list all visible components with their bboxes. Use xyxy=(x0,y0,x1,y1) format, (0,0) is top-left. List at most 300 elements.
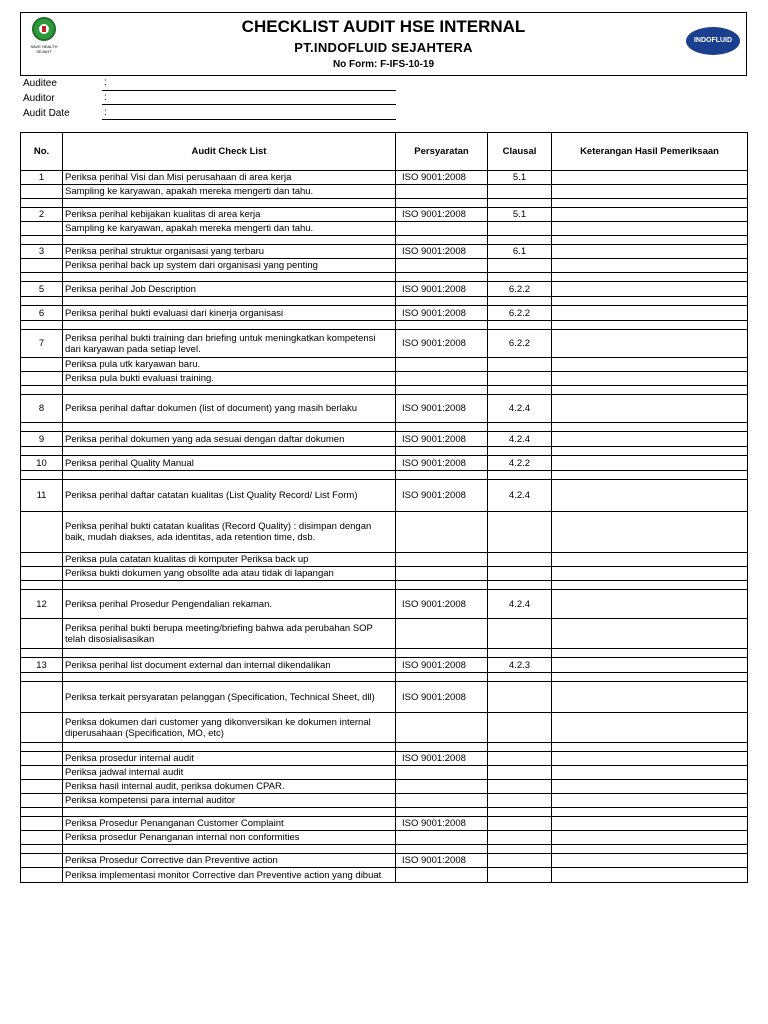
spacer-cell xyxy=(63,297,396,306)
row-number: 9 xyxy=(21,432,63,447)
spacer-cell xyxy=(488,673,552,682)
row-checklist-item: Periksa Prosedur Penanganan Customer Complaint xyxy=(63,817,396,831)
row-keterangan-cell[interactable] xyxy=(552,171,748,185)
row-keterangan-cell[interactable] xyxy=(552,259,748,273)
table-spacer-row xyxy=(21,236,748,245)
spacer-cell xyxy=(63,845,396,854)
row-clausal: 4.2.3 xyxy=(488,658,552,673)
row-keterangan-cell[interactable] xyxy=(552,567,748,581)
spacer-cell xyxy=(396,808,488,817)
row-number xyxy=(21,868,63,883)
col-header-no: No. xyxy=(21,133,63,171)
spacer-cell xyxy=(488,423,552,432)
row-checklist-item: Periksa perihal list document external dan internal dikendalikan xyxy=(63,658,396,673)
row-persyaratan: ISO 9001:2008 xyxy=(396,456,488,471)
audit-date-field[interactable] xyxy=(102,119,396,120)
row-clausal xyxy=(488,780,552,794)
row-persyaratan: ISO 9001:2008 xyxy=(396,590,488,619)
table-spacer-row xyxy=(21,423,748,432)
table-row xyxy=(21,567,748,581)
row-persyaratan: ISO 9001:2008 xyxy=(396,432,488,447)
spacer-cell xyxy=(21,297,63,306)
audit-meta xyxy=(20,76,747,132)
row-number: 13 xyxy=(21,658,63,673)
row-persyaratan xyxy=(396,512,488,553)
row-persyaratan xyxy=(396,358,488,372)
table-row xyxy=(21,766,748,780)
row-number: 7 xyxy=(21,330,63,358)
table-spacer-row xyxy=(21,581,748,590)
row-persyaratan: ISO 9001:2008 xyxy=(396,658,488,673)
row-keterangan-cell[interactable] xyxy=(552,358,748,372)
table-row xyxy=(21,831,748,845)
table-row xyxy=(21,330,748,358)
spacer-cell xyxy=(63,649,396,658)
spacer-cell xyxy=(552,845,748,854)
row-number: 6 xyxy=(21,306,63,321)
row-number: 2 xyxy=(21,208,63,222)
spacer-cell xyxy=(552,321,748,330)
col-header-clausal: Clausal xyxy=(488,133,552,171)
spacer-cell xyxy=(63,743,396,752)
row-checklist-item: Periksa perihal daftar catatan kualitas (List Quality Record/ List Form) xyxy=(63,480,396,512)
spacer-cell xyxy=(488,321,552,330)
row-keterangan-cell[interactable] xyxy=(552,682,748,713)
row-persyaratan: ISO 9001:2008 xyxy=(396,282,488,297)
spacer-cell xyxy=(396,673,488,682)
spacer-cell xyxy=(63,321,396,330)
spacer-cell xyxy=(396,845,488,854)
row-checklist-item: Periksa perihal bukti evaluasi dari kinerja organisasi xyxy=(63,306,396,321)
table-row xyxy=(21,619,748,649)
table-row xyxy=(21,752,748,766)
table-row xyxy=(21,682,748,713)
row-keterangan-cell[interactable] xyxy=(552,395,748,423)
row-keterangan-cell[interactable] xyxy=(552,245,748,259)
row-persyaratan: ISO 9001:2008 xyxy=(396,854,488,868)
spacer-cell xyxy=(488,199,552,208)
row-number xyxy=(21,619,63,649)
spacer-cell xyxy=(63,808,396,817)
row-checklist-item: Periksa hasil internal audit, periksa dokumen CPAR. xyxy=(63,780,396,794)
row-keterangan-cell[interactable] xyxy=(552,713,748,743)
auditor-colon: : xyxy=(104,92,107,103)
row-number: 12 xyxy=(21,590,63,619)
spacer-cell xyxy=(488,808,552,817)
row-number xyxy=(21,358,63,372)
row-keterangan-cell[interactable] xyxy=(552,553,748,567)
table-row xyxy=(21,713,748,743)
row-keterangan-cell[interactable] xyxy=(552,854,748,868)
row-keterangan-cell[interactable] xyxy=(552,456,748,471)
row-number xyxy=(21,766,63,780)
row-clausal: 5.1 xyxy=(488,208,552,222)
spacer-cell xyxy=(63,581,396,590)
row-number xyxy=(21,553,63,567)
spacer-cell xyxy=(63,386,396,395)
row-keterangan-cell[interactable] xyxy=(552,766,748,780)
spacer-cell xyxy=(488,845,552,854)
spacer-cell xyxy=(488,581,552,590)
table-spacer-row xyxy=(21,273,748,282)
table-row xyxy=(21,222,748,236)
row-clausal: 6.2.2 xyxy=(488,306,552,321)
spacer-cell xyxy=(552,297,748,306)
row-checklist-item: Periksa prosedur Penanganan internal non conformities xyxy=(63,831,396,845)
document-header xyxy=(20,12,747,75)
row-keterangan-cell[interactable] xyxy=(552,185,748,199)
row-checklist-item: Periksa Prosedur Corrective dan Preventive action xyxy=(63,854,396,868)
spacer-cell xyxy=(552,236,748,245)
logo-left-text: SAVE HEALTH SEJAHT xyxy=(30,44,58,54)
spacer-cell xyxy=(63,673,396,682)
table-spacer-row xyxy=(21,321,748,330)
spacer-cell xyxy=(552,199,748,208)
row-clausal xyxy=(488,831,552,845)
row-keterangan-cell[interactable] xyxy=(552,831,748,845)
row-persyaratan: ISO 9001:2008 xyxy=(396,245,488,259)
table-spacer-row xyxy=(21,386,748,395)
row-number: 11 xyxy=(21,480,63,512)
row-checklist-item: Periksa pula catatan kualitas di komputer Periksa back up xyxy=(63,553,396,567)
row-number xyxy=(21,259,63,273)
row-persyaratan xyxy=(396,868,488,883)
row-keterangan-cell[interactable] xyxy=(552,208,748,222)
row-checklist-item: Periksa perihal back up system dari organisasi yang penting xyxy=(63,259,396,273)
table-row xyxy=(21,456,748,471)
row-checklist-item: Periksa perihal bukti training dan briefing untuk meningkatkan kompetensi dari karyawan pada setiap level. xyxy=(63,330,396,358)
row-clausal xyxy=(488,185,552,199)
row-keterangan-cell[interactable] xyxy=(552,480,748,512)
spacer-cell xyxy=(63,236,396,245)
row-persyaratan: ISO 9001:2008 xyxy=(396,752,488,766)
row-keterangan-cell[interactable] xyxy=(552,780,748,794)
table-spacer-row xyxy=(21,447,748,456)
row-persyaratan: ISO 9001:2008 xyxy=(396,306,488,321)
auditee-label: Auditee xyxy=(23,78,57,89)
spacer-cell xyxy=(63,273,396,282)
row-number: 5 xyxy=(21,282,63,297)
row-keterangan-cell[interactable] xyxy=(552,794,748,808)
row-number xyxy=(21,512,63,553)
table-row xyxy=(21,358,748,372)
row-clausal: 4.2.4 xyxy=(488,480,552,512)
spacer-cell xyxy=(552,423,748,432)
spacer-cell xyxy=(21,743,63,752)
row-clausal: 4.2.4 xyxy=(488,395,552,423)
spacer-cell xyxy=(488,471,552,480)
table-row xyxy=(21,259,748,273)
spacer-cell xyxy=(396,743,488,752)
table-row xyxy=(21,372,748,386)
document-title: CHECKLIST AUDIT HSE INTERNAL xyxy=(241,17,526,36)
table-row xyxy=(21,208,748,222)
auditee-colon: : xyxy=(104,77,107,88)
row-clausal xyxy=(488,259,552,273)
checklist-sheet xyxy=(20,12,747,883)
spacer-cell xyxy=(552,447,748,456)
row-keterangan-cell[interactable] xyxy=(552,282,748,297)
row-number: 1 xyxy=(21,171,63,185)
row-number xyxy=(21,185,63,199)
indofluid-logo: INDOFLUID xyxy=(686,27,740,55)
spacer-cell xyxy=(488,273,552,282)
table-row xyxy=(21,171,748,185)
row-checklist-item: Periksa perihal Job Description xyxy=(63,282,396,297)
row-clausal xyxy=(488,619,552,649)
form-number: No Form: F-IFS-10-19 xyxy=(332,59,435,70)
row-clausal xyxy=(488,358,552,372)
spacer-cell xyxy=(21,321,63,330)
row-checklist-item: Periksa perihal bukti catatan kualitas (Record Quality) : disimpan dengan baik, mudah diakses, ada identitas, ada retention time, dsb. xyxy=(63,512,396,553)
table-row xyxy=(21,780,748,794)
spacer-cell xyxy=(21,471,63,480)
table-row xyxy=(21,868,748,883)
table-row xyxy=(21,658,748,673)
table-row xyxy=(21,854,748,868)
table-spacer-row xyxy=(21,471,748,480)
row-number xyxy=(21,817,63,831)
row-checklist-item: Periksa pula bukti evaluasi training. xyxy=(63,372,396,386)
spacer-cell xyxy=(396,297,488,306)
row-persyaratan xyxy=(396,185,488,199)
spacer-cell xyxy=(552,673,748,682)
row-number xyxy=(21,372,63,386)
table-row xyxy=(21,512,748,553)
spacer-cell xyxy=(552,581,748,590)
spacer-cell xyxy=(21,845,63,854)
table-spacer-row xyxy=(21,199,748,208)
row-number xyxy=(21,794,63,808)
row-clausal: 4.2.2 xyxy=(488,456,552,471)
spacer-cell xyxy=(21,273,63,282)
spacer-cell xyxy=(488,447,552,456)
spacer-cell xyxy=(488,386,552,395)
col-header-persyaratan: Persyaratan xyxy=(396,133,488,171)
table-body xyxy=(21,171,748,883)
table-row xyxy=(21,395,748,423)
row-clausal xyxy=(488,713,552,743)
row-keterangan-cell[interactable] xyxy=(552,222,748,236)
row-persyaratan xyxy=(396,567,488,581)
row-clausal xyxy=(488,682,552,713)
row-checklist-item: Periksa perihal struktur organisasi yang terbaru xyxy=(63,245,396,259)
spacer-cell xyxy=(396,423,488,432)
row-keterangan-cell[interactable] xyxy=(552,868,748,883)
row-keterangan-cell[interactable] xyxy=(552,619,748,649)
auditor-field[interactable] xyxy=(102,104,396,105)
table-spacer-row xyxy=(21,673,748,682)
row-keterangan-cell[interactable] xyxy=(552,590,748,619)
row-persyaratan: ISO 9001:2008 xyxy=(396,817,488,831)
spacer-cell xyxy=(21,808,63,817)
row-clausal: 6.2.2 xyxy=(488,282,552,297)
row-number xyxy=(21,222,63,236)
table-spacer-row xyxy=(21,649,748,658)
row-clausal xyxy=(488,752,552,766)
spacer-cell xyxy=(552,649,748,658)
spacer-cell xyxy=(63,447,396,456)
row-clausal xyxy=(488,854,552,868)
row-checklist-item: Periksa perihal kebijakan kualitas di area kerja xyxy=(63,208,396,222)
spacer-cell xyxy=(396,447,488,456)
row-checklist-item: Sampling ke karyawan, apakah mereka mengerti dan tahu. xyxy=(63,185,396,199)
spacer-cell xyxy=(21,236,63,245)
row-keterangan-cell[interactable] xyxy=(552,752,748,766)
row-number: 10 xyxy=(21,456,63,471)
row-persyaratan xyxy=(396,259,488,273)
row-clausal: 5.1 xyxy=(488,171,552,185)
row-clausal xyxy=(488,567,552,581)
spacer-cell xyxy=(21,386,63,395)
table-row xyxy=(21,245,748,259)
spacer-cell xyxy=(552,471,748,480)
table-spacer-row xyxy=(21,297,748,306)
spacer-cell xyxy=(552,386,748,395)
row-clausal xyxy=(488,512,552,553)
row-persyaratan: ISO 9001:2008 xyxy=(396,682,488,713)
row-checklist-item: Periksa perihal Prosedur Pengendalian rekaman. xyxy=(63,590,396,619)
row-clausal: 4.2.4 xyxy=(488,590,552,619)
row-persyaratan: ISO 9001:2008 xyxy=(396,208,488,222)
audit-checklist-table xyxy=(20,132,748,883)
table-row xyxy=(21,185,748,199)
row-checklist-item: Periksa implementasi monitor Corrective dan Preventive action yang dibuat xyxy=(63,868,396,883)
row-checklist-item: Periksa perihal daftar dokumen (list of document) yang masih berlaku xyxy=(63,395,396,423)
row-number xyxy=(21,780,63,794)
row-persyaratan xyxy=(396,713,488,743)
row-persyaratan xyxy=(396,553,488,567)
row-persyaratan xyxy=(396,831,488,845)
spacer-cell xyxy=(63,199,396,208)
row-keterangan-cell[interactable] xyxy=(552,512,748,553)
table-row xyxy=(21,480,748,512)
audit-date-colon: : xyxy=(104,107,107,118)
row-checklist-item: Periksa jadwal internal audit xyxy=(63,766,396,780)
spacer-cell xyxy=(21,581,63,590)
spacer-cell xyxy=(21,673,63,682)
row-clausal xyxy=(488,794,552,808)
table-row xyxy=(21,794,748,808)
row-number xyxy=(21,567,63,581)
row-persyaratan: ISO 9001:2008 xyxy=(396,171,488,185)
row-checklist-item: Periksa prosedur internal audit xyxy=(63,752,396,766)
row-clausal xyxy=(488,868,552,883)
table-row xyxy=(21,817,748,831)
audit-date-label: Audit Date xyxy=(23,108,70,119)
row-number: 3 xyxy=(21,245,63,259)
row-checklist-item: Periksa perihal Visi dan Misi perusahaan di area kerja xyxy=(63,171,396,185)
table-row xyxy=(21,282,748,297)
row-keterangan-cell[interactable] xyxy=(552,372,748,386)
row-clausal: 6.2.2 xyxy=(488,330,552,358)
row-persyaratan: ISO 9001:2008 xyxy=(396,480,488,512)
auditor-label: Auditor xyxy=(23,93,55,104)
row-keterangan-cell[interactable] xyxy=(552,330,748,358)
spacer-cell xyxy=(488,236,552,245)
row-checklist-item: Periksa dokumen dari customer yang dikonversikan ke dokumen internal diperusahaan (Specification, MO, etc) xyxy=(63,713,396,743)
row-checklist-item: Periksa perihal dokumen yang ada sesuai dengan daftar dokumen xyxy=(63,432,396,447)
row-persyaratan xyxy=(396,372,488,386)
col-header-checklist: Audit Check List xyxy=(63,133,396,171)
row-keterangan-cell[interactable] xyxy=(552,306,748,321)
row-persyaratan xyxy=(396,766,488,780)
row-persyaratan xyxy=(396,780,488,794)
spacer-cell xyxy=(396,649,488,658)
table-spacer-row xyxy=(21,808,748,817)
row-persyaratan: ISO 9001:2008 xyxy=(396,330,488,358)
row-number: 8 xyxy=(21,395,63,423)
row-keterangan-cell[interactable] xyxy=(552,658,748,673)
table-row xyxy=(21,553,748,567)
row-clausal xyxy=(488,222,552,236)
company-name: PT.INDOFLUID SEJAHTERA xyxy=(294,40,473,55)
spacer-cell xyxy=(21,447,63,456)
row-keterangan-cell[interactable] xyxy=(552,432,748,447)
spacer-cell xyxy=(396,581,488,590)
row-checklist-item: Periksa perihal bukti berupa meeting/briefing bahwa ada perubahan SOP telah disosialisasikan xyxy=(63,619,396,649)
row-clausal: 4.2.4 xyxy=(488,432,552,447)
row-checklist-item: Sampling ke karyawan, apakah mereka mengerti dan tahu. xyxy=(63,222,396,236)
auditee-field[interactable] xyxy=(102,90,396,91)
spacer-cell xyxy=(552,273,748,282)
row-checklist-item: Periksa pula utk karyawan baru. xyxy=(63,358,396,372)
table-header-row xyxy=(21,133,748,171)
row-number xyxy=(21,854,63,868)
row-checklist-item: Periksa perihal Quality Manual xyxy=(63,456,396,471)
table-spacer-row xyxy=(21,743,748,752)
row-checklist-item: Periksa bukti dokumen yang obsollte ada atau tidak di lapangan xyxy=(63,567,396,581)
spacer-cell xyxy=(21,423,63,432)
row-persyaratan xyxy=(396,222,488,236)
row-keterangan-cell[interactable] xyxy=(552,817,748,831)
table-row xyxy=(21,590,748,619)
row-checklist-item: Periksa terkait persyaratan pelanggan (Specification, Technical Sheet, dll) xyxy=(63,682,396,713)
row-clausal xyxy=(488,372,552,386)
row-number xyxy=(21,682,63,713)
spacer-cell xyxy=(396,273,488,282)
spacer-cell xyxy=(21,649,63,658)
row-checklist-item: Periksa kompetensi para internal auditor xyxy=(63,794,396,808)
spacer-cell xyxy=(21,199,63,208)
spacer-cell xyxy=(488,649,552,658)
row-clausal xyxy=(488,766,552,780)
table-spacer-row xyxy=(21,845,748,854)
row-number xyxy=(21,831,63,845)
row-persyaratan: ISO 9001:2008 xyxy=(396,395,488,423)
spacer-cell xyxy=(396,471,488,480)
spacer-cell xyxy=(396,199,488,208)
spacer-cell xyxy=(63,423,396,432)
spacer-cell xyxy=(488,297,552,306)
table-row xyxy=(21,432,748,447)
spacer-cell xyxy=(552,743,748,752)
spacer-cell xyxy=(396,236,488,245)
spacer-cell xyxy=(552,808,748,817)
row-persyaratan xyxy=(396,619,488,649)
spacer-cell xyxy=(396,386,488,395)
row-clausal xyxy=(488,553,552,567)
row-persyaratan xyxy=(396,794,488,808)
row-number xyxy=(21,713,63,743)
col-header-keterangan: Keterangan Hasil Pemeriksaan xyxy=(552,133,748,171)
row-number xyxy=(21,752,63,766)
row-clausal xyxy=(488,817,552,831)
table-row xyxy=(21,306,748,321)
row-clausal: 6.1 xyxy=(488,245,552,259)
spacer-cell xyxy=(63,471,396,480)
spacer-cell xyxy=(396,321,488,330)
